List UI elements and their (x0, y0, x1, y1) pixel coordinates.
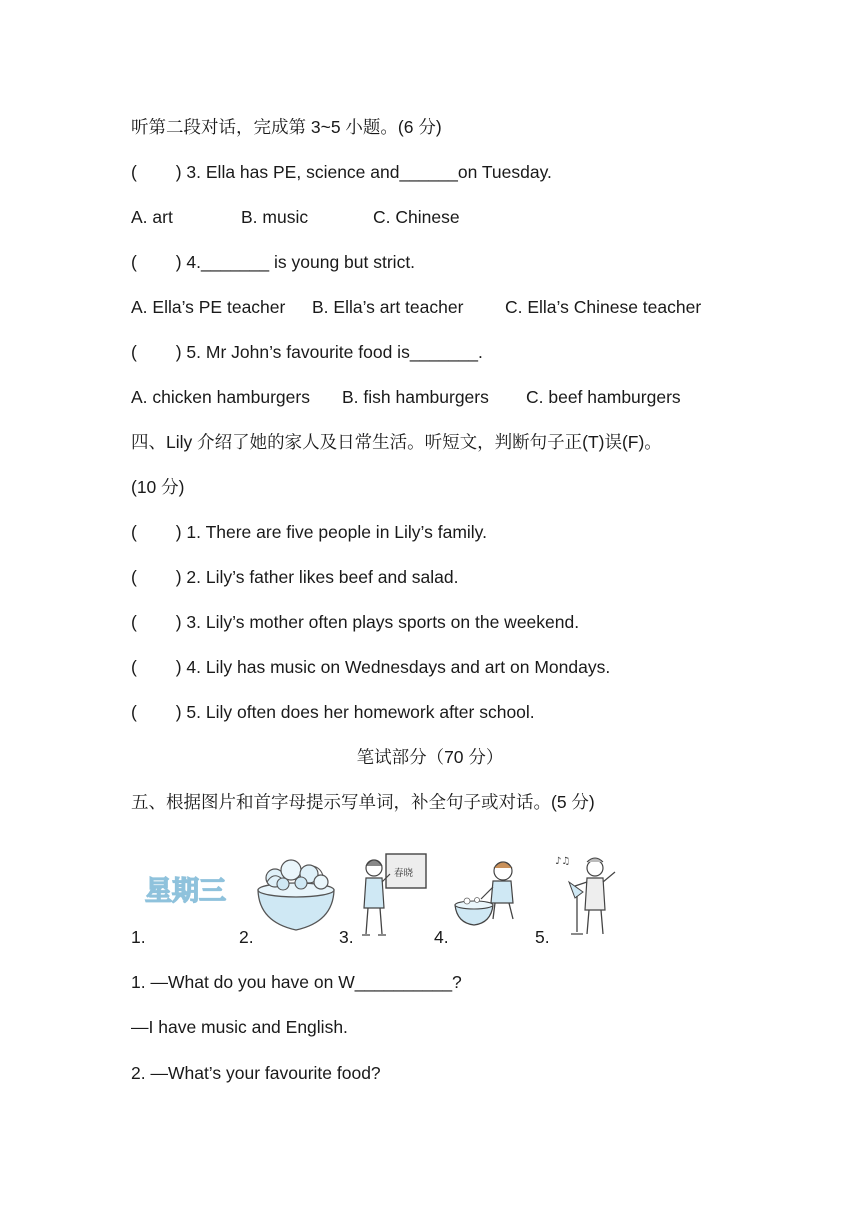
svg-text:♪♫: ♪♫ (555, 856, 571, 867)
section4-item-3 (131, 611, 579, 633)
statement-text: 1. There are five people in Lily’s family. (181, 522, 487, 542)
section4-item-1 (131, 521, 487, 543)
q3-option-a: A. art (131, 207, 173, 227)
dialog-answer-1: —I have music and English. (131, 1017, 348, 1037)
board-text: 春晓 (394, 868, 414, 879)
answer-parentheses: ( ) (131, 342, 182, 362)
section4-header-score: (10 分) (131, 477, 185, 497)
statement-text: 2. Lily’s father likes beef and salad. (181, 567, 459, 587)
picture-number-2: 2. (239, 927, 254, 947)
conductor-music-image (553, 852, 619, 938)
boy-washing-clothes-image (453, 855, 523, 930)
picture-number-4: 4. (434, 927, 449, 947)
salad-bowl-image (253, 852, 339, 934)
q5-option-c: C. beef hamburgers (526, 387, 681, 407)
question-5 (131, 341, 483, 363)
q4-option-b: B. Ella’s art teacher (312, 297, 464, 317)
answer-parentheses: ( ) (131, 567, 182, 587)
q4-option-a: A. Ella’s PE teacher (131, 297, 286, 317)
question-text: 5. Mr John’s favourite food is_______. (181, 342, 483, 362)
answer-parentheses: ( ) (131, 522, 182, 542)
picture-number-5: 5. (535, 927, 550, 947)
dialog-question-2: 2. —What’s your favourite food? (131, 1063, 381, 1083)
picture-number-1: 1. (131, 927, 146, 947)
answer-parentheses: ( ) (131, 612, 182, 632)
section5-header: 五、根据图片和首字母提示写单词，补全句子或对话。(5 分) (131, 792, 595, 812)
statement-text: 4. Lily has music on Wednesdays and art on Mondays. (181, 657, 611, 677)
q5-option-a: A. chicken hamburgers (131, 387, 310, 407)
question-3 (131, 161, 552, 183)
written-part-title: 笔试部分（70 分） (356, 747, 504, 767)
section4-item-2 (131, 566, 459, 588)
section4-header: 四、Lily 介绍了她的家人及日常生活。听短文，判断句子正(T)误(F)。 (131, 432, 662, 452)
statement-text: 5. Lily often does her homework after school. (181, 702, 535, 722)
answer-parentheses: ( ) (131, 252, 182, 272)
wednesday-text-image (143, 862, 238, 912)
section3-header: 听第二段对话，完成第 3~5 小题。(6 分) (131, 117, 442, 137)
statement-text: 3. Lily’s mother often plays sports on the weekend. (181, 612, 580, 632)
dialog-question-1: 1. —What do you have on W__________? (131, 972, 462, 992)
q4-option-c: C. Ella’s Chinese teacher (505, 297, 702, 317)
question-4 (131, 251, 415, 273)
q3-option-c: C. Chinese (373, 207, 460, 227)
teacher-board-image (356, 850, 428, 940)
question-text: 4._______ is young but strict. (181, 252, 416, 272)
q5-option-b: B. fish hamburgers (342, 387, 489, 407)
answer-parentheses: ( ) (131, 702, 182, 722)
q3-option-b: B. music (241, 207, 309, 227)
wednesday-lettering: 星期三 (145, 876, 226, 907)
answer-parentheses: ( ) (131, 657, 182, 677)
section4-item-4 (131, 656, 610, 678)
section4-item-5 (131, 701, 535, 723)
question-text: 3. Ella has PE, science and______on Tuesday. (181, 162, 552, 182)
picture-number-3: 3. (339, 927, 354, 947)
answer-parentheses: ( ) (131, 162, 182, 182)
